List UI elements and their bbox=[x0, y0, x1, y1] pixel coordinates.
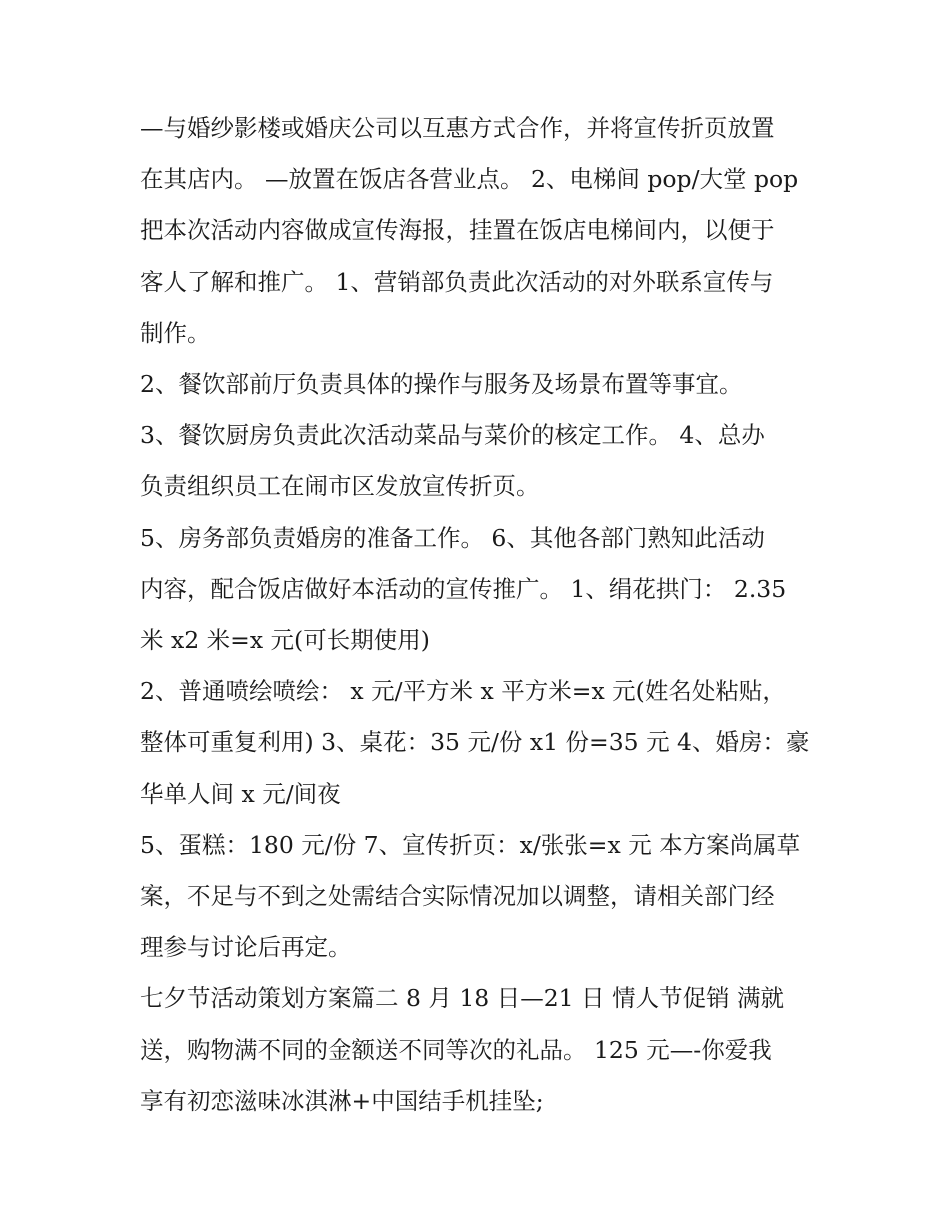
paragraph-promotion-placement bbox=[140, 103, 820, 359]
text-line: 内容，配合饭店做好本活动的宣传推广。 1、绢花拱门： 2.35 bbox=[140, 574, 787, 603]
text-line: 享有初恋滋味冰淇淋+中国结手机挂坠; bbox=[140, 1086, 544, 1115]
text-line: 制作。 bbox=[140, 318, 211, 347]
paragraph-catering-front bbox=[140, 359, 820, 410]
text-line: 理参与讨论后再定。 bbox=[140, 933, 352, 962]
text-line: 负责组织员工在闹市区发放宣传折页。 bbox=[140, 472, 540, 501]
paragraph-kitchen-office bbox=[140, 410, 820, 512]
text-line: 米 x2 米=x 元(可长期使用) bbox=[140, 626, 430, 655]
text-line: 2、餐饮部前厅负责具体的操作与服务及场景布置等事宜。 bbox=[140, 370, 743, 399]
document-body bbox=[140, 103, 820, 1127]
text-line: 整体可重复利用) 3、桌花：35 元/份 x1 份=35 元 4、婚房：豪 bbox=[140, 728, 810, 757]
text-line: 5、房务部负责婚房的准备工作。 6、其他各部门熟知此活动 bbox=[140, 523, 765, 552]
paragraph-cake-brochure bbox=[140, 820, 820, 974]
paragraph-printing-costs bbox=[140, 666, 820, 820]
text-line: 七夕节活动策划方案篇二 8 月 18 日—21 日 情人节促销 满就 bbox=[140, 984, 785, 1013]
text-line: 在其店内。 —放置在饭店各营业点。 2、电梯间 pop/大堂 pop bbox=[140, 165, 799, 194]
text-line: 华单人间 x 元/间夜 bbox=[140, 779, 341, 808]
text-line: 5、蛋糕：180 元/份 7、宣传折页：x/张张=x 元 本方案尚属草 bbox=[140, 830, 801, 859]
text-line: 3、餐饮厨房负责此次活动菜品与菜价的核定工作。 4、总办 bbox=[140, 421, 765, 450]
text-line: 案，不足与不到之处需结合实际情况加以调整，请相关部门经 bbox=[140, 882, 775, 911]
paragraph-housekeeping-arch bbox=[140, 513, 820, 667]
text-line: 送，购物满不同的金额送不同等次的礼品。 125 元—-你爱我 bbox=[140, 1035, 772, 1064]
text-line: 把本次活动内容做成宣传海报，挂置在饭店电梯间内，以便于 bbox=[140, 216, 775, 245]
text-line: 2、普通喷绘喷绘： x 元/平方米 x 平方米=x 元(姓名处粘贴， bbox=[140, 677, 786, 706]
text-line: —与婚纱影楼或婚庆公司以互惠方式合作，并将宣传折页放置 bbox=[140, 114, 775, 142]
text-line: 客人了解和推广。 1、营销部负责此次活动的对外联系宣传与 bbox=[140, 267, 774, 296]
paragraph-qixi-plan-two bbox=[140, 973, 820, 1127]
